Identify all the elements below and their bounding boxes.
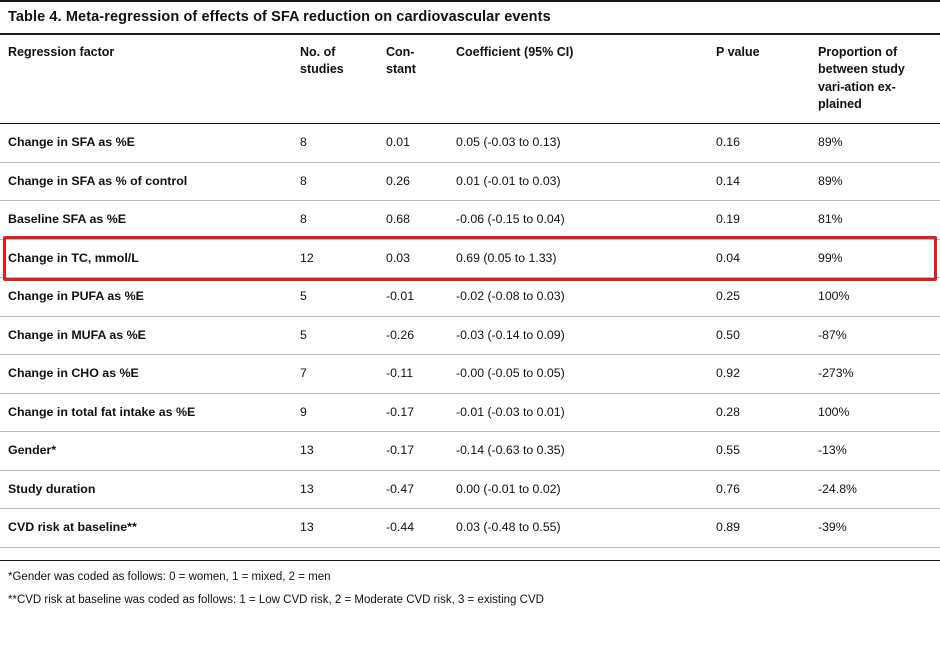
column-header-regression-factor: Regression factor (8, 45, 115, 59)
cell-constant: -0.17 (378, 393, 448, 432)
cell-p-value: 0.16 (708, 124, 810, 163)
cell-proportion: 100% (810, 393, 940, 432)
footnotes (0, 570, 940, 609)
cell-no-of-studies: 13 (292, 470, 378, 509)
footnote-cvd-risk: **CVD risk at baseline was coded as follows: 1 = Low CVD risk, 2 = Moderate CVD risk, 3 = existing CVD (8, 594, 544, 607)
cell-constant: -0.26 (378, 316, 448, 355)
cell-coefficient: -0.00 (-0.05 to 0.05) (448, 355, 708, 394)
table-row (0, 432, 940, 471)
table-head (0, 35, 940, 124)
cell-constant: -0.01 (378, 278, 448, 317)
table-row (0, 278, 940, 317)
cell-p-value: 0.89 (708, 509, 810, 548)
cell-coefficient: 0.03 (-0.48 to 0.55) (448, 509, 708, 548)
cell-proportion: 89% (810, 124, 940, 163)
cell-coefficient: 0.01 (-0.01 to 0.03) (448, 162, 708, 201)
cell-no-of-studies: 5 (292, 316, 378, 355)
cell-coefficient: -0.14 (-0.63 to 0.35) (448, 432, 708, 471)
meta-regression-table (0, 35, 940, 548)
cell-proportion: 89% (810, 162, 940, 201)
cell-coefficient: -0.01 (-0.03 to 0.01) (448, 393, 708, 432)
cell-constant: 0.03 (378, 239, 448, 278)
cell-coefficient: 0.05 (-0.03 to 0.13) (448, 124, 708, 163)
cell-regression-factor: Baseline SFA as %E (0, 201, 292, 240)
cell-constant: -0.17 (378, 432, 448, 471)
footnote-gender: *Gender was coded as follows: 0 = women, 1 = mixed, 2 = men (8, 570, 331, 583)
cell-coefficient: 0.00 (-0.01 to 0.02) (448, 470, 708, 509)
cell-regression-factor: CVD risk at baseline** (0, 509, 292, 548)
cell-regression-factor: Change in total fat intake as %E (0, 393, 292, 432)
table-row (0, 509, 940, 548)
cell-p-value: 0.04 (708, 239, 810, 278)
cell-regression-factor: Change in CHO as %E (0, 355, 292, 394)
cell-no-of-studies: 12 (292, 239, 378, 278)
cell-p-value: 0.50 (708, 316, 810, 355)
cell-constant: 0.01 (378, 124, 448, 163)
cell-p-value: 0.19 (708, 201, 810, 240)
table-header-row (0, 35, 940, 124)
table-row (0, 316, 940, 355)
cell-constant: -0.47 (378, 470, 448, 509)
cell-proportion: 100% (810, 278, 940, 317)
cell-p-value: 0.76 (708, 470, 810, 509)
cell-proportion: 99% (810, 239, 940, 278)
cell-constant: -0.11 (378, 355, 448, 394)
cell-coefficient: 0.69 (0.05 to 1.33) (448, 239, 708, 278)
table-row (0, 162, 940, 201)
cell-p-value: 0.28 (708, 393, 810, 432)
cell-proportion: 81% (810, 201, 940, 240)
cell-proportion: -273% (810, 355, 940, 394)
cell-coefficient: -0.02 (-0.08 to 0.03) (448, 278, 708, 317)
cell-no-of-studies: 9 (292, 393, 378, 432)
cell-proportion: -24.8% (810, 470, 940, 509)
cell-no-of-studies: 5 (292, 278, 378, 317)
cell-p-value: 0.25 (708, 278, 810, 317)
cell-coefficient: -0.06 (-0.15 to 0.04) (448, 201, 708, 240)
cell-no-of-studies: 7 (292, 355, 378, 394)
cell-coefficient: -0.03 (-0.14 to 0.09) (448, 316, 708, 355)
column-header-no-of-studies: No. of studies (300, 45, 344, 77)
table-row (0, 355, 940, 394)
column-header-p-value: P value (716, 45, 760, 59)
table-row (0, 201, 940, 240)
table-row (0, 124, 940, 163)
bottom-rule (0, 560, 940, 561)
cell-no-of-studies: 13 (292, 432, 378, 471)
column-header-constant: Con-stant (386, 45, 416, 77)
table-row (0, 393, 940, 432)
cell-regression-factor: Change in SFA as %E (0, 124, 292, 163)
cell-constant: 0.68 (378, 201, 448, 240)
cell-proportion: -87% (810, 316, 940, 355)
cell-no-of-studies: 8 (292, 201, 378, 240)
cell-no-of-studies: 8 (292, 124, 378, 163)
cell-constant: 0.26 (378, 162, 448, 201)
column-header-proportion: Proportion of between study vari-ation ex-plained (818, 45, 905, 111)
table-body (0, 124, 940, 548)
cell-regression-factor: Change in SFA as % of control (0, 162, 292, 201)
cell-p-value: 0.14 (708, 162, 810, 201)
cell-no-of-studies: 8 (292, 162, 378, 201)
cell-no-of-studies: 13 (292, 509, 378, 548)
cell-constant: -0.44 (378, 509, 448, 548)
cell-regression-factor: Change in TC, mmol/L (0, 239, 292, 278)
cell-p-value: 0.55 (708, 432, 810, 471)
cell-regression-factor: Study duration (0, 470, 292, 509)
table-title: Table 4. Meta-regression of effects of SFA reduction on cardiovascular events (8, 9, 551, 25)
cell-proportion: -39% (810, 509, 940, 548)
cell-proportion: -13% (810, 432, 940, 471)
table-row (0, 470, 940, 509)
cell-p-value: 0.92 (708, 355, 810, 394)
table-row-highlighted (0, 239, 940, 278)
column-header-coefficient: Coefficient (95% CI) (456, 45, 574, 59)
cell-regression-factor: Change in PUFA as %E (0, 278, 292, 317)
cell-regression-factor: Gender* (0, 432, 292, 471)
cell-regression-factor: Change in MUFA as %E (0, 316, 292, 355)
